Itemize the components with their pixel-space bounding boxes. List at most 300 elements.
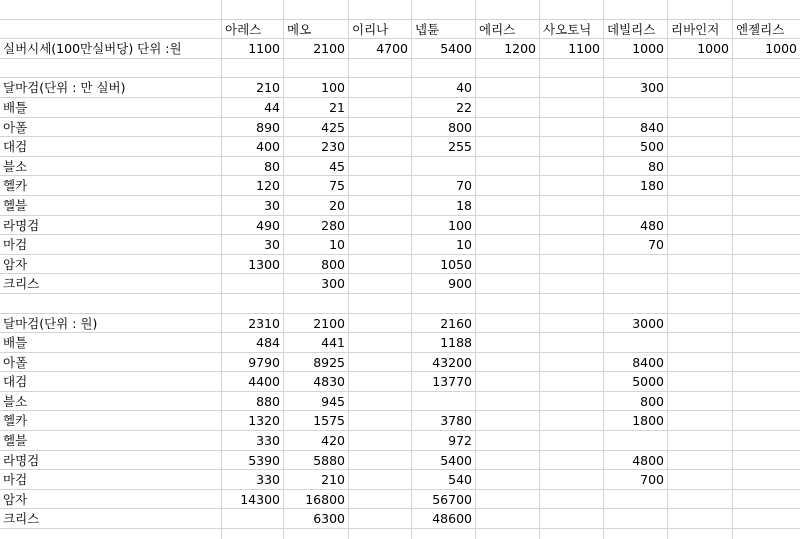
table-cell[interactable] (733, 372, 800, 392)
row-label-cell[interactable]: 달마검(단위 : 원) (0, 314, 222, 334)
table-cell[interactable] (540, 431, 604, 451)
table-cell[interactable] (604, 333, 668, 353)
table-cell[interactable]: 80 (604, 157, 668, 177)
column-header-cell[interactable]: 엔젤리스 (733, 20, 800, 40)
table-cell[interactable] (668, 137, 733, 157)
column-header-cell[interactable]: 이리나 (349, 20, 412, 40)
table-cell[interactable]: 70 (604, 235, 668, 255)
table-cell[interactable] (668, 470, 733, 490)
table-cell[interactable] (476, 0, 540, 20)
table-cell[interactable] (349, 392, 412, 412)
table-cell[interactable] (540, 353, 604, 373)
table-cell[interactable]: 425 (284, 118, 349, 138)
table-cell[interactable]: 880 (222, 392, 284, 412)
table-cell[interactable]: 210 (222, 78, 284, 98)
table-cell[interactable]: 100 (284, 78, 349, 98)
table-cell[interactable]: 21 (284, 98, 349, 118)
table-cell[interactable]: 4700 (349, 39, 412, 59)
table-row (0, 78, 800, 98)
table-row (0, 0, 800, 20)
column-header-cell[interactable]: 리바인저 (668, 20, 733, 40)
table-cell[interactable]: 480 (604, 216, 668, 236)
table-cell[interactable] (349, 411, 412, 431)
table-cell[interactable]: 4830 (284, 372, 349, 392)
row-label-cell[interactable]: 헬블 (0, 431, 222, 451)
table-cell[interactable] (349, 118, 412, 138)
table-cell[interactable] (668, 235, 733, 255)
table-cell[interactable] (476, 274, 540, 294)
table-cell[interactable]: 5000 (604, 372, 668, 392)
table-cell[interactable]: 4400 (222, 372, 284, 392)
column-header-cell[interactable]: 에리스 (476, 20, 540, 40)
table-cell[interactable] (476, 157, 540, 177)
row-label-cell[interactable] (0, 0, 222, 20)
table-row (0, 176, 800, 196)
table-row (0, 274, 800, 294)
table-cell[interactable]: 230 (284, 137, 349, 157)
table-cell[interactable]: 1575 (284, 411, 349, 431)
table-cell[interactable]: 300 (284, 274, 349, 294)
table-cell[interactable] (733, 235, 800, 255)
column-header-cell[interactable]: 사오토닉 (540, 20, 604, 40)
table-cell[interactable] (476, 509, 540, 529)
table-cell[interactable]: 1300 (222, 255, 284, 275)
table-cell[interactable] (222, 59, 284, 79)
table-cell[interactable] (540, 59, 604, 79)
table-cell[interactable] (733, 255, 800, 275)
table-cell[interactable] (540, 451, 604, 471)
row-label-cell[interactable]: 크리스 (0, 274, 222, 294)
table-cell[interactable] (668, 157, 733, 177)
table-cell[interactable] (733, 0, 800, 20)
table-cell[interactable]: 1000 (733, 39, 800, 59)
table-cell[interactable] (540, 333, 604, 353)
table-cell[interactable]: 2310 (222, 314, 284, 334)
table-cell[interactable] (540, 372, 604, 392)
row-label-cell[interactable]: 헬카 (0, 411, 222, 431)
table-row (0, 509, 800, 529)
table-cell[interactable] (284, 529, 349, 539)
table-cell[interactable]: 48600 (412, 509, 476, 529)
table-cell[interactable]: 300 (604, 78, 668, 98)
table-cell[interactable] (349, 372, 412, 392)
table-cell[interactable]: 1800 (604, 411, 668, 431)
table-cell[interactable] (540, 470, 604, 490)
table-cell[interactable] (668, 392, 733, 412)
row-label-cell[interactable] (0, 294, 222, 314)
table-cell[interactable] (733, 451, 800, 471)
table-cell[interactable]: 180 (604, 176, 668, 196)
table-cell[interactable] (540, 509, 604, 529)
table-cell[interactable]: 1050 (412, 255, 476, 275)
row-label-cell[interactable]: 블소 (0, 157, 222, 177)
table-cell[interactable]: 5880 (284, 451, 349, 471)
table-cell[interactable] (733, 98, 800, 118)
table-cell[interactable]: 120 (222, 176, 284, 196)
table-row (0, 411, 800, 431)
table-cell[interactable] (668, 216, 733, 236)
table-cell[interactable] (668, 98, 733, 118)
table-cell[interactable] (540, 216, 604, 236)
table-cell[interactable]: 1188 (412, 333, 476, 353)
column-header-cell[interactable]: 메오 (284, 20, 349, 40)
column-header-cell[interactable]: 넵튠 (412, 20, 476, 40)
table-cell[interactable] (476, 333, 540, 353)
table-cell[interactable]: 800 (284, 255, 349, 275)
table-cell[interactable]: 2160 (412, 314, 476, 334)
table-cell[interactable] (476, 529, 540, 539)
table-cell[interactable] (733, 490, 800, 510)
table-cell[interactable] (668, 274, 733, 294)
table-cell[interactable] (668, 314, 733, 334)
table-cell[interactable] (349, 431, 412, 451)
table-cell[interactable] (349, 216, 412, 236)
table-cell[interactable]: 3780 (412, 411, 476, 431)
table-cell[interactable] (412, 157, 476, 177)
table-cell[interactable]: 3000 (604, 314, 668, 334)
table-cell[interactable] (604, 274, 668, 294)
table-cell[interactable] (540, 392, 604, 412)
table-cell[interactable] (733, 157, 800, 177)
table-cell[interactable] (668, 529, 733, 539)
table-cell[interactable] (733, 392, 800, 412)
table-cell[interactable] (222, 274, 284, 294)
row-label-cell[interactable]: 달마검(단위 : 만 실버) (0, 78, 222, 98)
table-cell[interactable] (604, 98, 668, 118)
table-cell[interactable]: 490 (222, 216, 284, 236)
table-cell[interactable]: 75 (284, 176, 349, 196)
table-cell[interactable] (668, 196, 733, 216)
table-cell[interactable] (668, 118, 733, 138)
table-cell[interactable]: 8925 (284, 353, 349, 373)
table-cell[interactable]: 45 (284, 157, 349, 177)
table-cell[interactable] (349, 490, 412, 510)
table-cell[interactable] (349, 274, 412, 294)
row-label-cell[interactable]: 헬블 (0, 196, 222, 216)
table-cell[interactable] (733, 59, 800, 79)
table-cell[interactable] (349, 509, 412, 529)
table-cell[interactable] (284, 59, 349, 79)
table-cell[interactable] (476, 392, 540, 412)
table-cell[interactable] (733, 509, 800, 529)
table-cell[interactable] (476, 490, 540, 510)
table-cell[interactable]: 80 (222, 157, 284, 177)
table-cell[interactable] (733, 216, 800, 236)
table-cell[interactable] (349, 0, 412, 20)
table-cell[interactable] (540, 490, 604, 510)
table-cell[interactable] (476, 137, 540, 157)
table-cell[interactable] (733, 176, 800, 196)
row-label-cell[interactable]: 라명검 (0, 451, 222, 471)
table-cell[interactable] (476, 235, 540, 255)
table-cell[interactable]: 1200 (476, 39, 540, 59)
table-cell[interactable]: 100 (412, 216, 476, 236)
table-cell[interactable] (222, 0, 284, 20)
table-cell[interactable] (349, 235, 412, 255)
row-label-cell[interactable] (0, 529, 222, 539)
table-cell[interactable] (476, 98, 540, 118)
table-cell[interactable] (412, 392, 476, 412)
table-cell[interactable] (284, 294, 349, 314)
table-cell[interactable]: 10 (284, 235, 349, 255)
table-cell[interactable] (349, 451, 412, 471)
row-label-cell[interactable]: 대검 (0, 137, 222, 157)
table-cell[interactable] (284, 0, 349, 20)
table-cell[interactable] (476, 431, 540, 451)
table-row (0, 294, 800, 314)
table-row (0, 314, 800, 334)
table-cell[interactable]: 13770 (412, 372, 476, 392)
table-cell[interactable] (476, 372, 540, 392)
table-cell[interactable]: 280 (284, 216, 349, 236)
table-cell[interactable] (349, 137, 412, 157)
table-cell[interactable] (349, 255, 412, 275)
table-cell[interactable] (733, 314, 800, 334)
column-header-cell[interactable]: 아레스 (222, 20, 284, 40)
table-cell[interactable]: 840 (604, 118, 668, 138)
table-cell[interactable] (476, 255, 540, 275)
table-row (0, 235, 800, 255)
table-cell[interactable] (540, 274, 604, 294)
table-cell[interactable] (476, 196, 540, 216)
table-cell[interactable]: 330 (222, 470, 284, 490)
table-cell[interactable] (349, 470, 412, 490)
table-cell[interactable]: 800 (412, 118, 476, 138)
table-cell[interactable] (349, 353, 412, 373)
table-cell[interactable] (668, 372, 733, 392)
table-row (0, 353, 800, 373)
table-cell[interactable] (668, 490, 733, 510)
table-cell[interactable]: 330 (222, 431, 284, 451)
table-cell[interactable] (604, 255, 668, 275)
table-cell[interactable] (733, 411, 800, 431)
table-cell[interactable] (349, 294, 412, 314)
table-cell[interactable] (476, 59, 540, 79)
row-label-cell[interactable] (0, 59, 222, 79)
row-label-cell[interactable]: 암자 (0, 490, 222, 510)
table-row (0, 39, 800, 59)
table-cell[interactable] (604, 431, 668, 451)
table-row (0, 255, 800, 275)
table-cell[interactable] (733, 294, 800, 314)
table-cell[interactable] (540, 98, 604, 118)
table-cell[interactable]: 1000 (668, 39, 733, 59)
table-cell[interactable] (733, 431, 800, 451)
table-cell[interactable]: 30 (222, 196, 284, 216)
table-cell[interactable] (540, 78, 604, 98)
table-cell[interactable] (733, 137, 800, 157)
table-cell[interactable]: 22 (412, 98, 476, 118)
table-cell[interactable]: 14300 (222, 490, 284, 510)
table-cell[interactable]: 5400 (412, 39, 476, 59)
row-label-cell[interactable]: 아폴 (0, 118, 222, 138)
table-cell[interactable]: 2100 (284, 39, 349, 59)
table-cell[interactable] (476, 118, 540, 138)
table-cell[interactable]: 56700 (412, 490, 476, 510)
table-cell[interactable] (476, 216, 540, 236)
table-cell[interactable]: 16800 (284, 490, 349, 510)
table-cell[interactable] (349, 98, 412, 118)
row-label-cell[interactable]: 암자 (0, 255, 222, 275)
table-cell[interactable] (733, 353, 800, 373)
column-header-cell[interactable]: 데빌리스 (604, 20, 668, 40)
table-cell[interactable] (604, 490, 668, 510)
row-label-cell[interactable]: 블소 (0, 392, 222, 412)
table-cell[interactable] (349, 157, 412, 177)
table-cell[interactable]: 1100 (222, 39, 284, 59)
table-cell[interactable] (540, 529, 604, 539)
table-cell[interactable] (668, 255, 733, 275)
table-cell[interactable]: 210 (284, 470, 349, 490)
row-label-cell[interactable]: 헬카 (0, 176, 222, 196)
table-cell[interactable] (540, 0, 604, 20)
table-cell[interactable] (476, 294, 540, 314)
table-cell[interactable] (476, 314, 540, 334)
table-cell[interactable] (668, 294, 733, 314)
table-cell[interactable] (412, 529, 476, 539)
table-cell[interactable] (540, 411, 604, 431)
table-row (0, 333, 800, 353)
table-cell[interactable]: 1100 (540, 39, 604, 59)
table-cell[interactable] (668, 353, 733, 373)
table-cell[interactable]: 5390 (222, 451, 284, 471)
table-cell[interactable]: 800 (604, 392, 668, 412)
table-cell[interactable]: 540 (412, 470, 476, 490)
table-cell[interactable] (668, 333, 733, 353)
row-label-cell[interactable]: 라명검 (0, 216, 222, 236)
table-cell[interactable]: 40 (412, 78, 476, 98)
table-cell[interactable] (349, 314, 412, 334)
table-cell[interactable]: 890 (222, 118, 284, 138)
table-cell[interactable] (604, 294, 668, 314)
table-cell[interactable] (540, 314, 604, 334)
table-cell[interactable]: 484 (222, 333, 284, 353)
table-row (0, 451, 800, 471)
table-cell[interactable] (668, 59, 733, 79)
row-label-cell[interactable]: 배틀 (0, 98, 222, 118)
table-row (0, 216, 800, 236)
table-cell[interactable]: 10 (412, 235, 476, 255)
table-cell[interactable] (668, 411, 733, 431)
table-cell[interactable] (476, 78, 540, 98)
table-cell[interactable]: 4800 (604, 451, 668, 471)
table-cell[interactable] (476, 176, 540, 196)
table-cell[interactable] (668, 78, 733, 98)
row-label-cell[interactable]: 배틀 (0, 333, 222, 353)
table-cell[interactable] (604, 59, 668, 79)
table-cell[interactable]: 20 (284, 196, 349, 216)
table-cell[interactable] (412, 294, 476, 314)
row-label-cell[interactable] (0, 20, 222, 40)
row-label-cell[interactable]: 마검 (0, 235, 222, 255)
table-row (0, 59, 800, 79)
table-cell[interactable]: 1320 (222, 411, 284, 431)
table-cell[interactable]: 6300 (284, 509, 349, 529)
table-cell[interactable] (476, 353, 540, 373)
row-label-cell[interactable]: 아폴 (0, 353, 222, 373)
table-cell[interactable] (733, 470, 800, 490)
table-cell[interactable] (222, 294, 284, 314)
table-cell[interactable]: 43200 (412, 353, 476, 373)
table-cell[interactable] (476, 470, 540, 490)
table-cell[interactable] (668, 451, 733, 471)
table-cell[interactable]: 400 (222, 137, 284, 157)
table-cell[interactable] (349, 529, 412, 539)
table-cell[interactable] (540, 255, 604, 275)
table-cell[interactable]: 255 (412, 137, 476, 157)
table-cell[interactable] (668, 0, 733, 20)
table-cell[interactable] (476, 451, 540, 471)
table-cell[interactable] (733, 78, 800, 98)
table-cell[interactable] (540, 137, 604, 157)
table-cell[interactable] (668, 431, 733, 451)
table-cell[interactable] (733, 274, 800, 294)
table-row (0, 392, 800, 412)
table-cell[interactable]: 972 (412, 431, 476, 451)
table-cell[interactable] (733, 118, 800, 138)
table-cell[interactable] (540, 118, 604, 138)
table-cell[interactable] (733, 529, 800, 539)
table-cell[interactable]: 945 (284, 392, 349, 412)
table-cell[interactable] (668, 176, 733, 196)
row-label-cell[interactable]: 크리스 (0, 509, 222, 529)
table-cell[interactable]: 700 (604, 470, 668, 490)
table-cell[interactable] (349, 333, 412, 353)
table-cell[interactable] (412, 0, 476, 20)
table-cell[interactable]: 18 (412, 196, 476, 216)
table-row (0, 118, 800, 138)
table-cell[interactable] (349, 59, 412, 79)
table-cell[interactable]: 441 (284, 333, 349, 353)
table-cell[interactable]: 900 (412, 274, 476, 294)
table-row (0, 470, 800, 490)
table-cell[interactable]: 70 (412, 176, 476, 196)
table-cell[interactable]: 5400 (412, 451, 476, 471)
table-cell[interactable] (349, 196, 412, 216)
table-cell[interactable] (604, 529, 668, 539)
table-row (0, 529, 800, 539)
table-cell[interactable]: 1000 (604, 39, 668, 59)
table-cell[interactable] (540, 157, 604, 177)
table-cell[interactable]: 9790 (222, 353, 284, 373)
table-cell[interactable] (222, 509, 284, 529)
table-cell[interactable] (412, 59, 476, 79)
row-label-cell[interactable]: 마검 (0, 470, 222, 490)
table-cell[interactable] (349, 176, 412, 196)
table-cell[interactable]: 30 (222, 235, 284, 255)
table-cell[interactable]: 2100 (284, 314, 349, 334)
table-cell[interactable] (604, 509, 668, 529)
table-cell[interactable]: 500 (604, 137, 668, 157)
table-cell[interactable]: 8400 (604, 353, 668, 373)
table-cell[interactable] (604, 196, 668, 216)
table-cell[interactable] (733, 196, 800, 216)
table-cell[interactable] (476, 411, 540, 431)
table-cell[interactable]: 420 (284, 431, 349, 451)
table-cell[interactable] (604, 0, 668, 20)
row-label-cell[interactable]: 대검 (0, 372, 222, 392)
table-cell[interactable] (540, 196, 604, 216)
table-cell[interactable] (540, 294, 604, 314)
table-cell[interactable] (540, 176, 604, 196)
table-cell[interactable] (733, 333, 800, 353)
row-label-cell[interactable]: 실버시세(100만실버당) 단위 :원 (0, 39, 222, 59)
table-cell[interactable]: 44 (222, 98, 284, 118)
table-cell[interactable] (540, 235, 604, 255)
table-cell[interactable] (222, 529, 284, 539)
table-cell[interactable] (349, 78, 412, 98)
table-cell[interactable] (668, 509, 733, 529)
